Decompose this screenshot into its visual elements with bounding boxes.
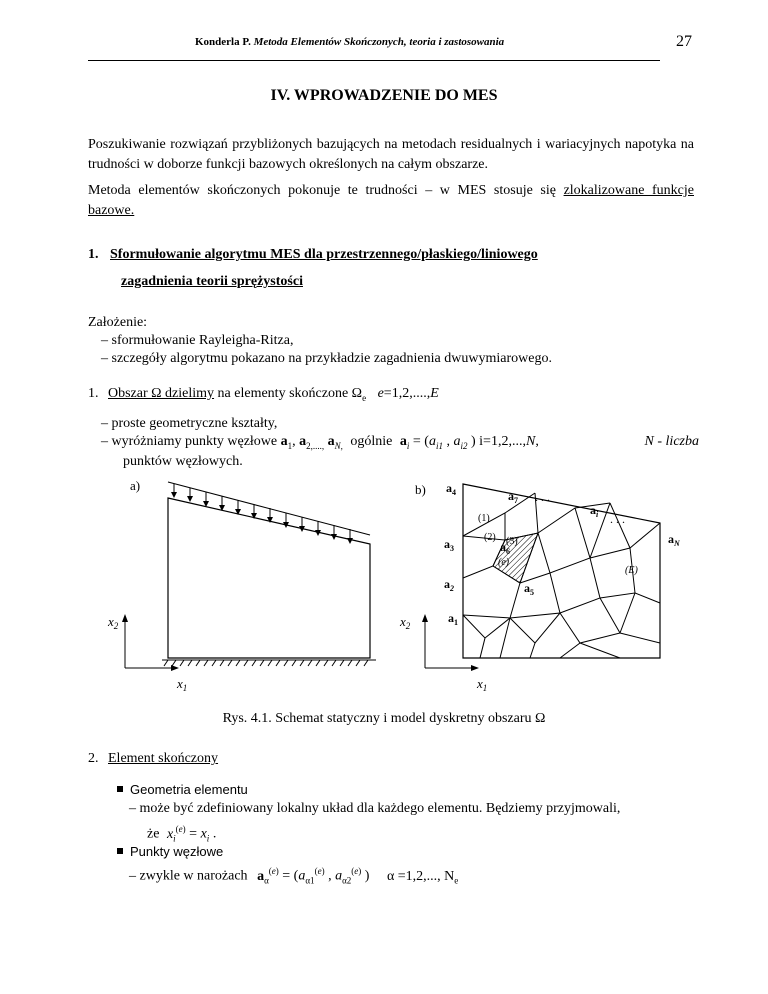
label-e2: (2) [484, 532, 496, 543]
label-e3: (3) [506, 536, 518, 547]
domain-a [168, 498, 370, 658]
section1-title-line2: zagadnienia teorii sprężystości [121, 274, 303, 289]
load-arrows [168, 482, 370, 544]
step1-N: N [525, 434, 536, 449]
label-a1: $a_1$ [448, 611, 458, 627]
mesh-labels [444, 481, 681, 627]
header-title: Metoda Elementów Skończonych, teoria i zastosowania [253, 36, 505, 48]
step1-range: =1,2,...., [383, 386, 431, 401]
step2-title: Element skończony [108, 751, 219, 766]
section1-title-line1: Sformułowanie algorytmu MES dla przestrzennego/płaskiego/liniowego [110, 247, 538, 262]
label-eE: (E) [625, 565, 638, 576]
step1-sub: e [362, 392, 367, 403]
intro-p2-underlined: zlokalizowane funkcje bazowe. [88, 183, 694, 218]
section1-title-2 [121, 274, 303, 290]
step1-bullet-2: – wyróżniamy punkty węzłowe $a_1$, $a_{2,....,}$ $a_{N,}$ ogólnie $a_i = (a_{i1}$ , $a_{i2}$ ) i=1,2,...,N, N - liczba [101, 434, 699, 451]
section1-title [88, 247, 538, 263]
step1-bullet2-text: – wyróżniamy punkty węzłowe [101, 434, 281, 449]
figure-label-a: a) [130, 478, 141, 493]
figure-label-b: b) [415, 482, 426, 497]
square-bullet-icon-2 [117, 848, 123, 854]
assumption-item-1: – sformułowanie Rayleigha-Ritza, [101, 333, 294, 348]
step2-bullet-nodes [117, 843, 223, 861]
label-a2: $a_2$ [444, 577, 454, 593]
page-number: 27 [676, 33, 692, 50]
step2-line [88, 750, 218, 768]
intro-paragraph-1: Poszukiwanie rozwiązań przybliżonych bazujących na metodach residualnych i wariacyjnych napotyka na trudności w doborze funkcji bazowych określonych na całym obszarze. [88, 137, 694, 172]
fixed-support-hatching [162, 660, 376, 666]
node-ai: a [399, 434, 407, 449]
chapter-title: IV. WPROWADZENIE DO MES [270, 87, 498, 104]
step1-number: 1. [88, 386, 99, 401]
intro-paragraph-2 [88, 181, 694, 221]
node-aN: a [327, 434, 335, 449]
step1-line [88, 385, 439, 407]
nodes-text: – zwykle w narożach $a_\alpha^{(e)} = (a_{\alpha 1}^{(e)}$ , $a_{\alpha 2}^{(e)}$ ) α =1,2,..., $N_e$ [129, 866, 459, 886]
assumptions-heading: Założenie: [88, 315, 148, 330]
figure-caption: Rys. 4.1. Schemat statyczny i model dyskretny obszaru Ω [222, 711, 546, 726]
step1-range-e: e [377, 386, 384, 401]
axis-x2-b: $x_2$ [400, 614, 411, 631]
square-bullet-icon [117, 786, 123, 792]
label-a4: $a_4$ [446, 481, 456, 497]
section1-number: 1. [88, 247, 99, 262]
axis-x1-a: $x_1$ [177, 676, 188, 693]
geometry-label: Geometria elementu [130, 782, 248, 797]
step1-index-range: i=1,2,..., [475, 434, 526, 449]
label-dots-1: . . . [535, 490, 550, 504]
node-a2: a [299, 434, 307, 449]
axes-b [425, 618, 475, 668]
assumption-item-2: – szczegóły algorytmu pokazano na przykładzie zagadnienia dwuwymiarowego. [101, 351, 552, 366]
label-ee: (e) [498, 557, 510, 568]
label-a7: $a_7$ [508, 489, 518, 505]
label-dots-2: . . . [610, 512, 625, 526]
label-e1: (1) [478, 513, 490, 524]
label-a3: $a_3$ [444, 537, 454, 553]
intro-p2-text: Metoda elementów skończonych pokonuje te trudności – w MES stosuje się [88, 183, 564, 198]
geometry-text: – może być zdefiniowany lokalny układ dla każdego elementu. Będziemy przyjmowali, [129, 801, 621, 816]
step1-bullet-2-cont: punktów węzłowych. [123, 454, 243, 469]
label-aN: $a_N$ [668, 532, 680, 548]
figure-4-1 [80, 478, 700, 703]
header-rule [88, 60, 660, 61]
step1-bullet-1: – proste geometryczne kształty, [101, 416, 278, 431]
axis-x2-a: $x_2$ [108, 614, 119, 631]
step2-bullet-geometry [117, 781, 248, 799]
nodes-range: α =1,2,..., N [386, 868, 455, 884]
geometry-formula: że $x_i^{(e)} = x_i$ . [147, 824, 217, 844]
step2-number: 2. [88, 751, 99, 766]
label-ai: $a_i$ [590, 503, 599, 519]
label-a5: $a_5$ [524, 581, 534, 597]
step1-text: na elementy skończone Ω [214, 386, 363, 401]
header-author: Konderla P. [195, 36, 251, 48]
step1-N-label: N - liczba [644, 434, 699, 449]
step1-range-end: E [430, 386, 439, 401]
step1-underlined: Obszar Ω dzielimy [108, 386, 215, 401]
running-header [195, 36, 504, 48]
axis-x1-b: $x_1$ [477, 676, 488, 693]
node-a1: a [280, 434, 288, 449]
label-a6: $a_6$ [500, 540, 510, 556]
step1-general: ogólnie [350, 434, 393, 449]
nodes-label: Punkty węzłowe [130, 844, 224, 859]
